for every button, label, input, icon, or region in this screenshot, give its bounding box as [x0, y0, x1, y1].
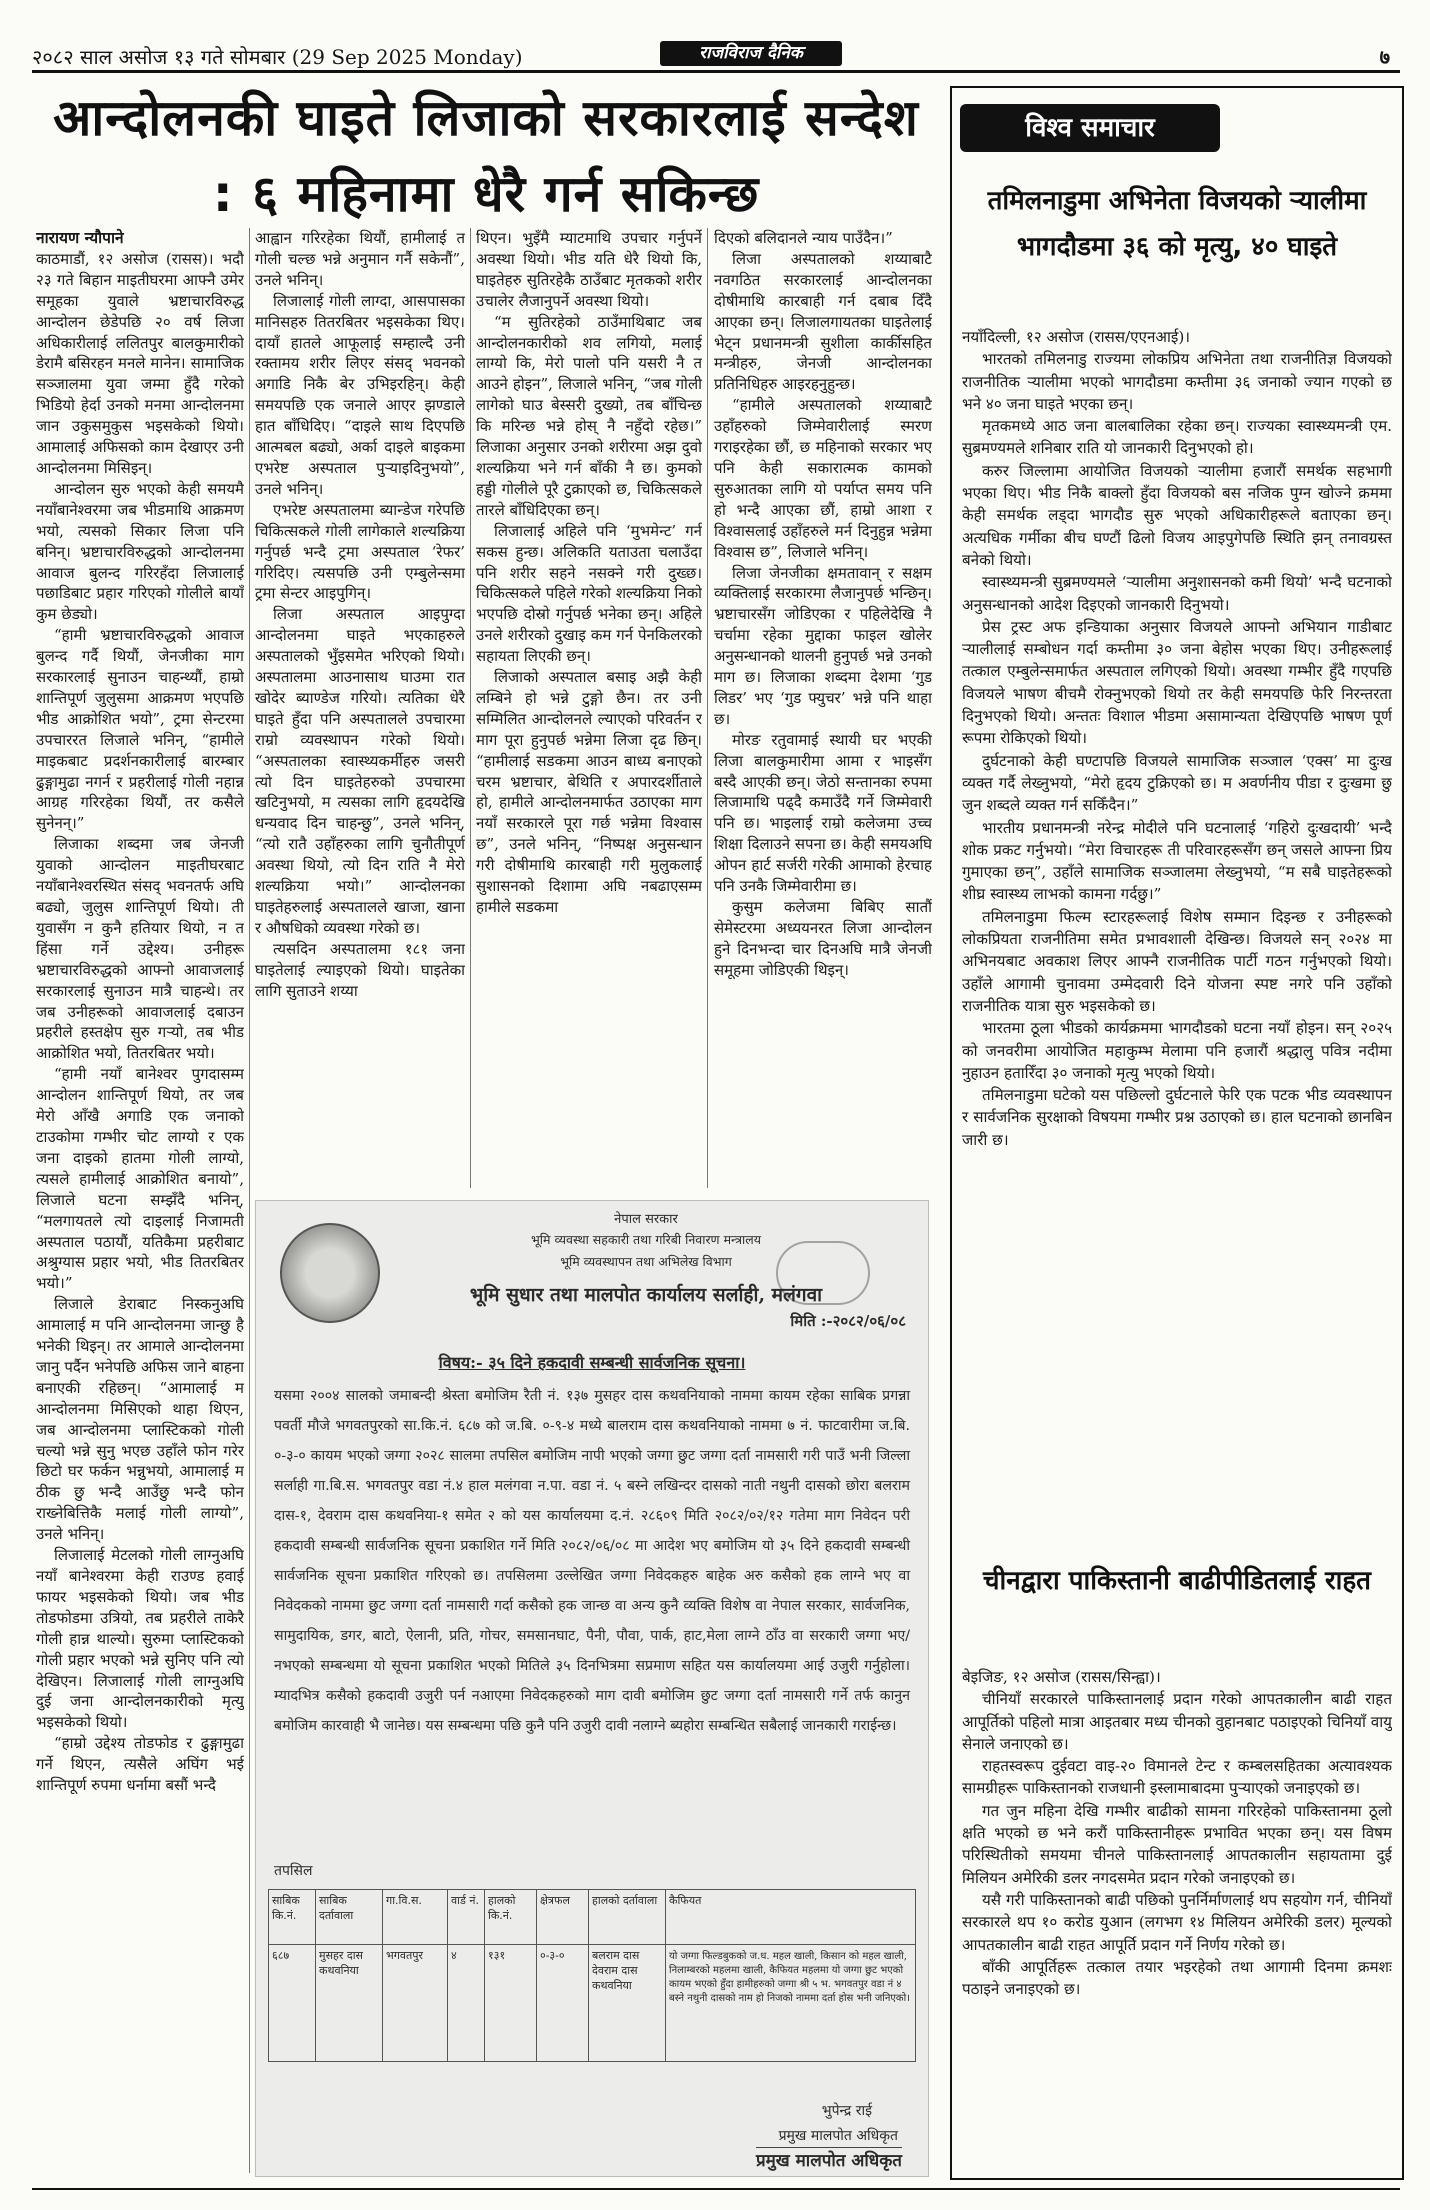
article-paragraph: भारतमा ठूला भीडको कार्यक्रममा भागदौडको घटना नयाँ होइन। सन् २०२५ को जनवरीमा आयोजित महाकुम्भ मेलामा पनि हजारौं श्रद्धालु पवित्र नदीमा नुहाउन हतारिँदा ३० जनाको मृत्यु भएको थियो। [962, 1019, 1392, 1082]
table-header: कैफियत [666, 1890, 916, 1945]
article-paragraph: तमिलनाडुमा फिल्म स्टारहरूलाई विशेष सम्मान दिइन्छ र उनीहरूको लोकप्रियता राजनीतिमा समेत प्रभावशाली देखिन्छ। विजयले सन् २०२४ मा अभिनयबाट अवकाश लिएर आफ्नै राजनीतिक पार्टी गठन गर्नुभएको थियो। उहाँले आगामी चुनावमा उम्मेदवारी दिने योजना स्पष्ट नगरे पनि उहाँको राजनीतिक यात्रा सुरु भइसकेको छ। [962, 907, 1392, 1015]
signature-title: प्रमुख मालपोत अधिकृत [778, 2128, 898, 2144]
article-paragraph: एभरेष्ट अस्पतालमा ब्यान्डेज गरेपछि चिकित्सकले गोली लागेकाले शल्यक्रिया गर्नुपर्छ भन्दै ट्रमा अस्पताल ‘रेफर’ गरिदिए। त्यसपछि उनी एम्बुलेन्समा ट्रमा सेन्टर आइपुगिन्। [255, 500, 465, 603]
table-cell: ६८७ [269, 1945, 316, 2062]
article-column-4 [714, 228, 932, 1188]
article-paragraph: लिजालाई गोली लाग्दा, आसपासका मानिसहरु तितरबितर भइसकेका थिए। दायाँ हातले आफूलाई सम्हाल्दै उनी रक्तामय शरीर लिएर संसद् भवनको अगाडि निकै बेर उभिइरहिन्। केही समयपछि एक जनाले आएर झण्डाले हात बाँधिदिए। “दाइले साथ दिएपछि आत्मबल बढ्यो, अर्का दाइले बाइकमा एभरेष्ट अस्पताल पुऱ्याइदिनुभयो”, उनले भनिन्। [255, 291, 465, 498]
table-header: साबिक कि.नं. [269, 1890, 316, 1945]
article-paragraph: तमिलनाडुमा घटेको यस पछिल्लो दुर्घटनाले फेरि एक पटक भीड व्यवस्थापन र सार्वजनिक सुरक्षाको विषयमा गम्भीर प्रश्न उठाएको छ। हाल घटनाको छानबिन जारी छ। [962, 1086, 1392, 1149]
article-paragraph: नयाँदिल्ली, १२ असोज (रासस/एएनआई)। [962, 328, 1191, 346]
table-header: क्षेत्रफल [537, 1890, 589, 1945]
table-cell: ०-३-० [537, 1945, 589, 2062]
article-paragraph: “हामीले अस्पतालको शय्याबाटै उहाँहरुको जिम्मेवारीलाई स्मरण गराइरहेका छौं, छ महिनाको सरकार भए पनि केही सकारात्मक कामको सुरुआतका लागि यो पर्याप्त समय पनि हो भन्दै आएका छौं, हाम्रो आशा र विश्वासलाई उहाँहरुले मर्न दिनुहुन्न भन्नेमा विश्वास छ”, लिजाले भनिन्। [714, 396, 932, 561]
notice-date: मिति :-२०८२/०६/०८ [790, 1312, 906, 1330]
world-news-box [950, 86, 1404, 2180]
table-row [269, 1945, 916, 2062]
table-cell: बलराम दास देवराम दास कथवनिया [589, 1945, 666, 2062]
byline: नारायण न्यौपाने [36, 228, 124, 247]
main-headline: आन्दोलनकी घाइते लिजाको सरकारलाई सन्देश : ६ महिनामा धेरै गर्न सकिन्छ [53, 89, 919, 223]
government-emblem-icon [280, 1223, 380, 1323]
world-story-2-headline: चीनद्वारा पाकिस्तानी बाढीपीडितलाई राहत [983, 1566, 1371, 1596]
table-cell: १३१ [485, 1945, 537, 2062]
column-divider [249, 228, 250, 2173]
article-column-2 [255, 228, 465, 1188]
article-paragraph: काठमाडौं, १२ असोज (रासस)। भदौ २३ गते बिहान माइतीघरमा आफ्नै उमेर समूहका युवाले भ्रष्टाचारविरुद्ध आन्दोलन छेडेपछि २० वर्ष लिजा अधिकारीलाई ललितपुर बालकुमारीको डेरामै बसिरहन मनले मानेन। सामाजिक सञ्जालमा युवा जम्मा हुँदै गरेको भिडियो हेर्दा उनको मनमा आन्दोलनमा जान उकुसमुकुस भइसकेको थियो। आमालाई अफिसको काम देखाएर उनी आन्दोलनमा मिसिइन्। [36, 249, 244, 477]
table-header: हालको दर्तावाला [589, 1890, 666, 1945]
article-paragraph: मृतकमध्ये आठ जना बालबालिका रहेका छन्। राज्यका स्वास्थ्यमन्त्री एम. सुब्रमण्यमले शनिबार राति यो जानकारी दिनुभएको हो। [962, 417, 1392, 458]
article-paragraph: लिजालाई अहिले पनि ‘मुभमेन्ट’ गर्न सकस हुन्छ। अलिकति यताउता चलाउँदा पनि शरीर सहने नसक्ने गरी दुख्छ। चिकित्सकले पहिले गरेको शल्यक्रिया निको भएपछि दोस्रो गर्नुपर्छ भनेका छन्। अहिले उनले शरीरको दुखाइ कम गर्न पेनकिलरको सहायता लिएकी छन्। [476, 521, 702, 666]
article-paragraph: “हाम्रो उद्देश्य तोडफोड र ढुङ्गामुढा गर्ने थिएन, त्यसैले अघिंग भई शान्तिपूर्ण रुपमा धर्नामा बसौं भन्दै [36, 1734, 244, 1795]
table-header: साबिक दर्तावाला [316, 1890, 383, 1945]
article-paragraph: लिजा अस्पताल आइपुग्दा आन्दोलनमा घाइते भएकाहरुले अस्पतालको भुँइसमेत भरिएको थियो। अस्पतालमा आउनासाथ घाउमा रात खोदेर ब्याण्डेज गरियो। त्यतिका धेरै घाइते हुँदा पनि अस्पतालले उपचारमा राम्रो व्यवस्थापन गरेको थियो। “अस्पतालका स्वास्थ्यकर्मीहरु जसरी त्यो दिन घाइतेहरुको उपचारमा खटिनुभयो, म त्यसका लागि हृदयदेखि धन्यवाद दिन चाहन्छु”, उनले भनिन्, “त्यो रातै उहाँहरुका लागि चुनौतीपूर्ण अवस्था थियो, त्यो दिन राति नै मेरो शल्यक्रिया भयो।” आन्दोलनका घाइतेहरुलाई अस्पतालले खाजा, खाना र औषधिको व्यवस्था गरेको छ। [255, 605, 465, 937]
article-paragraph: त्यसदिन अस्पतालमा १८१ जना घाइतेलाई ल्याइएको थियो। घाइतेका लागि सुताउने शय्या [255, 939, 465, 1000]
article-paragraph: चीनियाँ सरकारले पाकिस्तानलाई प्रदान गरेको आपतकालीन बाढी राहत आपूर्तिको पहिलो मात्रा आइतबार मध्य चीनको वुहानबाट पठाइएको चिनियाँ वायु सेनाले जनाएको छ। [962, 1690, 1392, 1753]
article-paragraph: लिजा जेनजीका क्षमतावान् र सक्षम व्यक्तिलाई सरकारमा लैजानुपर्छ भन्छिन्। भ्रष्टाचारसँग जोडिएका र पहिलेदेखि नै चर्चामा रहेका मुद्दाका फाइल खोलेर अनुसन्धानको थालनी हुनुपर्छ भन्ने उनको माग छ। लिजाका शब्दमा देशमा ‘गुड लिडर’ भए ‘गुड फ्युचर’ भन्ने पनि थाहा छ। [714, 563, 932, 728]
table-cell: भगवतपुर [383, 1945, 448, 2062]
table-cell: यो जग्गा फिल्डबुकको ज.ध. महल खाली, किसान को महल खाली, निलाम्बरको महलमा खाली, कैफियत महलमा यो जग्गा छुट भएको कायम भएको हुँदा हामीहरुको जग्गा श्री ५ भ. भगवतपुर वडा नं ४ बस्ने नथुनी दासको नाम हो निजको नाममा दर्ता होस भनी जनिएको। [666, 1945, 916, 2062]
article-column-1 [36, 228, 244, 2173]
table-header-row [269, 1890, 916, 1945]
signature-name: भुपेन्द्र राई [821, 2103, 872, 2119]
issue-date: २०८२ साल असोज १३ गते सोमबार (29 Sep 2025 Monday) [32, 45, 523, 69]
table-header: हालको कि.नं. [485, 1890, 537, 1945]
page-number: ७ [1379, 45, 1390, 69]
article-paragraph: लिजाका शब्दमा जब जेनजी युवाको आन्दोलन माइतीघरबाट नयाँबानेश्वरस्थित संसद् भवनतर्फ अघि बढ्यो, जुलुस शान्तिपूर्ण थियो। ती युवासँग न कुनै हतियार थियो, न त हिंसा गर्ने उद्देश्य। उनीहरू भ्रष्टाचारविरुद्धको आफ्नो आवाजलाई सरकारलाई सुनाउन मात्रै चाहन्थे। तर जब उनीहरूको आवाजलाई दबाउन प्रहरीले हस्तक्षेप सुरु गर्‍यो, तब भीड आक्रोशित भयो, तितरबितर भयो। [36, 835, 244, 1063]
article-paragraph: भारतको तमिलनाडु राज्यमा लोकप्रिय अभिनेता तथा राजनीतिज्ञ विजयको राजनीतिक र्‍यालीमा भएको भागदौडमा कम्तीमा ३६ जनाको ज्यान गएको छ भने ४० जना घाइते भएका छन्। [962, 350, 1392, 413]
article-paragraph: थिएन। भुइँमै म्याटमाथि उपचार गर्नुपर्ने अवस्था थियो। भीड यति धेरै थियो कि, घाइतेहरु सुतिरहेकै ठाउँबाट मृतकको शरीर उचालेर लैजानुपर्ने अवस्था थियो। [476, 229, 702, 310]
article-paragraph: “म सुतिरहेको ठाउँमाथिबाट जब आन्दोलनकारीको शव लगियो, मलाई लाग्यो कि, मेरो पालो पनि यसरी नै त आउने होइन”, लिजाले भनिन्, “जब गोली लागेको घाउ बेस्सरी दुख्यो, तब बाँचिन्छ कि मरिन्छ भन्ने होस् नै नहुँदो रहेछ।” लिजाका अनुसार उनको शरीरमा अझ दुवो शल्यक्रिया भने गर्न बाँकी नै छ। कुमको हड्डी गोलीले पूरै टुक्राएको छ, चिकित्सकले तारले बाँधिदिएका छन्। [476, 312, 702, 519]
notice-body: यसमा २००४ सालको जमाबन्दी श्रेस्ता बमोजिम रैती नं. १३७ मुसहर दास कथवनियाको नाममा कायम रहेका साबिक प्रगन्ना पवर्ती मौजे भगवतपुरको सा.कि.नं. ६८७ को ज.बि. ०-९-४ मध्ये बालराम दास कथवनियाको नाममा ७ नं. फाटवारीमा ज.बि. ०-३-० कायम भएको जग्गा २०२८ सालमा तपसिल बमोजिम नापी भएको जग्गा छुट जग्गा दर्ता नामसारी गरी पाउँ भनी जिल्ला सर्लाही गा.बि.स. भगवतपुर वडा नं.४ हाल मलंगवा न.पा. वडा नं. ५ बस्ने लखिन्दर दासको नाती नथुनी दासको छोरा बलराम दास-१, देवराम दास कथवनिया-१ समेत २ को यस कार्यालयमा द.नं. २८६०९ मिति २०८२/०२/१२ गतेमा माग निवेदन परी हकदावी सम्बन्धी सार्वजनिक सूचना प्रकाशित गर्ने मिति २०८२/०६/०८ मा आदेश भए बमोजिम यो ३५ दिने हकदावी सम्बन्धी सार्वजनिक सूचना प्रकाशित गरिएको छ। तपसिलमा उल्लेखित जग्गा निवेदकहरु बाहेक अरु कसैको हक लाग्ने भए वा निवेदकको नाममा छुट जग्गा दर्ता नामसारी गर्दा कसैको हक जान्छ वा अन्य कुनै व्यक्ति विशेष वा नेपाल सरकार, सार्वजनिक, सामुदायिक, डगर, बाटो, ऐलानी, प्रति, गोचर, समसानघाट, पैनी, पौवा, पार्क, हाट,मेला लाग्ने ठाँउ वा सरकारी जग्गा भए/ नभएको सम्बन्धमा यो सूचना प्रकाशित भएको मितिले ३५ दिनभित्रमा सप्रमाण सहित यस कार्यालयमा आई उजुरी गर्नुहोला। म्यादभित्र कसैको हकदावी उजुरी पर्न नआएमा निवेदकहरुको माग दावी बमोजिम छुट जग्गा दर्ता नामसारी गर्ने तर्फ कानुन बमोजिम कारवाही भै जानेछ। यस सम्बन्धमा पछि कुनै पनि उजुरी दावी नलाग्ने ब्यहोरा सम्बन्धित सबैलाई जानकारी गराईन्छ। [274, 1388, 910, 1734]
article-paragraph: दुर्घटनाको केही घण्टापछि विजयले सामाजिक सञ्जाल ‘एक्स’ मा दुःख व्यक्त गर्दै लेख्नुभयो, “मेरो हृदय टुक्रिएको छ। म अवर्णनीय पीडा र दुःखमा छु जुन शब्दले व्यक्त गर्न सकिँदैन।” [962, 751, 1392, 815]
article-paragraph: प्रेस ट्रस्ट अफ इन्डियाका अनुसार विजयले आफ्नो अभियान गाडीबाट र्‍यालीलाई सम्बोधन गर्दा कम्तीमा ३० जना बेहोस भएका थिए। उनीहरूलाई तत्काल एम्बुलेन्समार्फत अस्पताल लगिएको थियो। अवस्था गम्भीर हुँदै गएपछि विजयले भाषण बीचमै रोक्नुभएको थियो तर केही समयपछि फेरि निरन्तरता दिनुभएको थियो। अन्ततः विशाल भीडमा असामान्यता देखिएपछि भाषण पूर्ण रूपमा रोकिएको थियो। [962, 617, 1392, 748]
world-story-1-headline: तमिलनाडुमा अभिनेता विजयको र्‍यालीमा भागदौडमा ३६ को मृत्यु, ४० घाइते [987, 186, 1367, 262]
footer-rule [32, 2188, 1400, 2190]
article-paragraph: लिजा अस्पतालको शय्याबाटै नवगठित सरकारलाई आन्दोलनका दोषीमाथि कारबाही गर्न दबाब दिँदै आएका छन्। लिजालगायतका घाइतेलाई भेट्न प्रधानमन्त्री सुशीला कार्कीसहित मन्त्रीहरु, जेनजी आन्दोलनका प्रतिनिधिहरु आइरहनुहुन्छ। [714, 249, 932, 394]
article-paragraph: गत जुन महिना देखि गम्भीर बाढीको सामना गरिरहेको पाकिस्तानमा ठूलो क्षति भएको छ भने करौं पाकिस्तानीहरू प्रभावित भएका छन्। यस विषम परिस्थितीको समयमा चीनले पाकिस्तानलाई आपतकालीन सहायतामा दुई मिलियन अमेरिकी डलर नगदसमेत प्रदान गरेको जनाइएको छ। [962, 1801, 1392, 1887]
article-paragraph: आह्वान गरिरहेका थियौं, हामीलाई त गोली चल्छ भन्ने अनुमान गर्नै सकेनौं”, उनले भनिन्। [255, 229, 465, 289]
article-paragraph: “हामी नयाँ बानेश्वर पुगदासम्म आन्दोलन शान्तिपूर्ण थियो, तर जब मेरो आँखै अगाडि एक जनाको टाउकोमा गम्भीर चोट लाग्यो र एक जना दाइको हातमा गोली लाग्यो, त्यसले हामीलाई आक्रोशित बनायो”, लिजाले घटना सम्झँदै भनिन्, “मलगायतले त्यो दाइलाई निजामती अस्पताल पठायौं, यतिकैमा प्रहरीबाट अश्रुग्यास प्रहार भयो, भीड तितरबितर भयो।” [36, 1065, 244, 1293]
article-paragraph: आन्दोलन सुरु भएको केही समयमै नयाँबानेश्वरमा जब भीडमाथि आक्रमण भयो, त्यसको सिकार लिजा पनि बनिन्। भ्रष्टाचारविरुद्धको आन्दोलनमा आवाज बुलन्द गरिरहँदा लिजालाई पछाडिबाट प्रहार गरिएको गोलीले बायाँ कुम छेड्यो। [36, 479, 244, 624]
notice-table [268, 1889, 916, 2062]
article-column-3 [476, 228, 702, 1188]
article-paragraph: करुर जिल्लामा आयोजित विजयको र्‍यालीमा हजारौं समर्थक सहभागी भएका थिए। भीड निकै बाक्लो हुँदा विजयको बस नजिक पुग्न खोज्ने क्रममा केही समर्थक लड्दा भागदौड सुरु भएको अधिकारीहरूले बताएका छन्। अत्यधिक गर्मीका बीच घण्टौं ढिलो विजय आइपुगेपछि स्थिति झन् तनावग्रस्त बनेको थियो। [962, 461, 1392, 569]
column-divider [707, 228, 708, 1188]
article-paragraph: स्वास्थ्यमन्त्री सुब्रमण्यमले ‘र्‍यालीमा अनुशासनको कमी थियो’ भन्दै घटनाको अनुसन्धानको आदेश दिइएको जानकारी दिनुभयो। [962, 573, 1392, 614]
table-header: वार्ड नं. [448, 1890, 485, 1945]
table-cell: ४ [448, 1945, 485, 2062]
world-story-2-body [962, 1666, 1392, 2171]
article-paragraph: “हामी भ्रष्टाचारविरुद्धको आवाज बुलन्द गर्दै थियौं, जेनजीका माग सरकारलाई सुनाउन चाहन्थ्यौं, हाम्रो शान्तिपूर्ण जुलुसमा आक्रमण भएपछि भीड आक्रोशित भयो”, ट्रमा सेन्टरमा उपचाररत लिजाले भनिन्, “हामीले माइकबाट प्रदर्शनकारीलाई बारम्बार ढुङ्गामुढा नगर्न र प्रहरीलाई गोली नहान्न आग्रह गरिरहेका थियौं, तर कसैले सुनेनन्।” [36, 626, 244, 833]
article-paragraph: दिएको बलिदानले न्याय पाउँदैन।” [714, 229, 893, 247]
world-story-1-body [962, 326, 1392, 1554]
public-notice-advert [255, 1200, 929, 2177]
article-paragraph: यसै गरी पाकिस्तानको बाढी पछिको पुनर्निर्माणलाई थप सहयोग गर्न, चीनियाँ सरकारले थप १० करोड युआन (लगभग १४ मिलियन अमेरिकी डलर) मूल्यको आपतकालीन बाढी राहत आपूर्ति प्रदान गर्ने निर्णय गरेको छ। [962, 1890, 1392, 1954]
notice-header-line: भूमि व्यवस्था सहकारी तथा गरिबी निवारण मन्त्रालय [531, 1232, 761, 1247]
article-paragraph: राहतस्वरूप दुईवटा वाइ-२० विमानले टेन्ट र कम्बलसहितका अत्यावश्यक सामग्रीहरू पाकिस्तानको राजधानी इस्लामाबादमा पुऱ्याएको जनाइएको छ। [962, 1757, 1392, 1798]
article-paragraph: लिजाले डेराबाट निस्कनुअघि आमालाई म पनि आन्दोलनमा जान्छु है भनेकी थिइन्। तर आमाले आन्दोलनमा जानु पर्दैन भनेपछि अफिस जाने बाहना बनाएकी रहिछन्। “आमालाई म आन्दोलनमा मिसिएको थाहा थिएन, जब आन्दोलनमा प्लास्टिकको गोली चल्यो भन्ने सुनु भएछ उहाँले फोन गरेर छिटो घर फर्कन भन्नुभयो, आमालाई म ठीक छु भन्दै आउँछु भन्दै फोन राख्नेबित्तिकै मलाई गोली लाग्यो”, उनले भनिन्। [36, 1295, 244, 1544]
table-header: गा.वि.स. [383, 1890, 448, 1945]
world-news-banner: विश्व समाचार [960, 104, 1220, 152]
notice-header-line: नेपाल सरकार [614, 1212, 678, 1227]
notice-table-title: तपसिल [274, 1863, 313, 1879]
notice-header-line: भूमि व्यवस्थापन तथा अभिलेख विभाग [560, 1254, 732, 1269]
article-paragraph: बेइजिङ, १२ असोज (रासस/सिन्ह्वा)। [962, 1668, 1161, 1686]
signature-stamp: प्रमुख मालपोत अधिकृत [756, 2147, 902, 2171]
page-header [32, 40, 1400, 73]
article-paragraph: कुसुम कलेजमा बिबिए सातौं सेमेस्टरमा अध्ययनरत लिजा आन्दोलन हुने दिनभन्दा चार दिनअघि मात्रै जेनजी समूहमा जोडिएकी थिइन्। [714, 898, 932, 979]
article-paragraph: मोरङ रतुवामाई स्थायी घर भएकी लिजा बालकुमारीमा आमा र भाइसँग बस्दै आएकी छन्। जेठो सन्तानका रुपमा लिजामाथि पढ्दै कमाउँदै गर्ने जिम्मेवारी पनि छ। भाइलाई राम्रो कलेजमा उच्च शिक्षा दिलाउने सपना छ। केही समयअघि ओपन हार्ट सर्जरी गरेकी आमाको हेरचाह पनि उनकै जिम्मेवारीमा छ। [714, 730, 932, 896]
masthead-logo: राजविराज दैनिक [660, 41, 842, 66]
table-cell: मुसहर दास कथवनिया [316, 1945, 383, 2062]
article-paragraph: लिजालाई मेटलको गोली लाग्नुअघि नयाँ बानेश्वरमा केही राउण्ड हवाई फायर भइसकेको थियो। जब भीड तोडफोडमा उत्रियो, तब प्रहरीले ताकेरै गोली हान्न थाल्यो। सुरुमा प्लास्टिकको गोली प्रहार भएको भन्ने सुनिए पनि त्यो देखिएन। लिजालाई गोली लाग्नुअघि दुई जना आन्दोलनकारीको मृत्यु भइसकेको थियो। [36, 1546, 244, 1732]
column-divider [470, 228, 471, 1188]
article-paragraph: भारतीय प्रधानमन्त्री नरेन्द्र मोदीले पनि घटनालाई ‘गहिरो दुःखदायी’ भन्दै शोक प्रकट गर्नुभयो। “मेरा विचारहरू ती परिवारहरूसँग छन् जसले आफ्ना प्रिय गुमाएका छन्”, उहाँले सामाजिक सञ्जालमा लेख्नुभयो, “म सबै घाइतेहरूको शीघ्र स्वास्थ्य लाभको कामना गर्दछु।” [962, 818, 1392, 904]
article-paragraph: लिजाको अस्पताल बसाइ अझै केही लम्बिने हो भन्ने टुङ्गो छैन। तर उनी सम्मिलित आन्दोलनले ल्याएको परिवर्तन र माग पूरा हुनुपर्छ भन्नेमा लिजा दृढ छिन्। “हामीलाई सडकमा आउन बाध्य बनाएको चरम भ्रष्टाचार, बेथिति र अपारदर्शीताले हो, हामीले आन्दोलनमार्फत उठाएका माग नयाँ सरकारले पूरा गर्छ भन्नेमा विश्वास छ”, उनले भनिन्, “निष्पक्ष अनुसन्धान गरी दोषीमाथि कारबाही गरी मुलुकलाई सुशासनको दिशामा अघि नबढाएसम्म हामीले सडकमा [476, 668, 702, 916]
article-paragraph: बाँकी आपूर्तिहरू तत्काल तयार भइरहेको तथा आगामी दिनमा क्रमशः पठाइने जनाइएको छ। [962, 1957, 1392, 1999]
notice-office-name: भूमि सुधार तथा मालपोत कार्यालय सर्लाही, मलंगवा [469, 1284, 823, 1306]
notice-subject: विषय:- ३५ दिने हकदावी सम्बन्धी सार्वजनिक सूचना। [438, 1353, 746, 1372]
